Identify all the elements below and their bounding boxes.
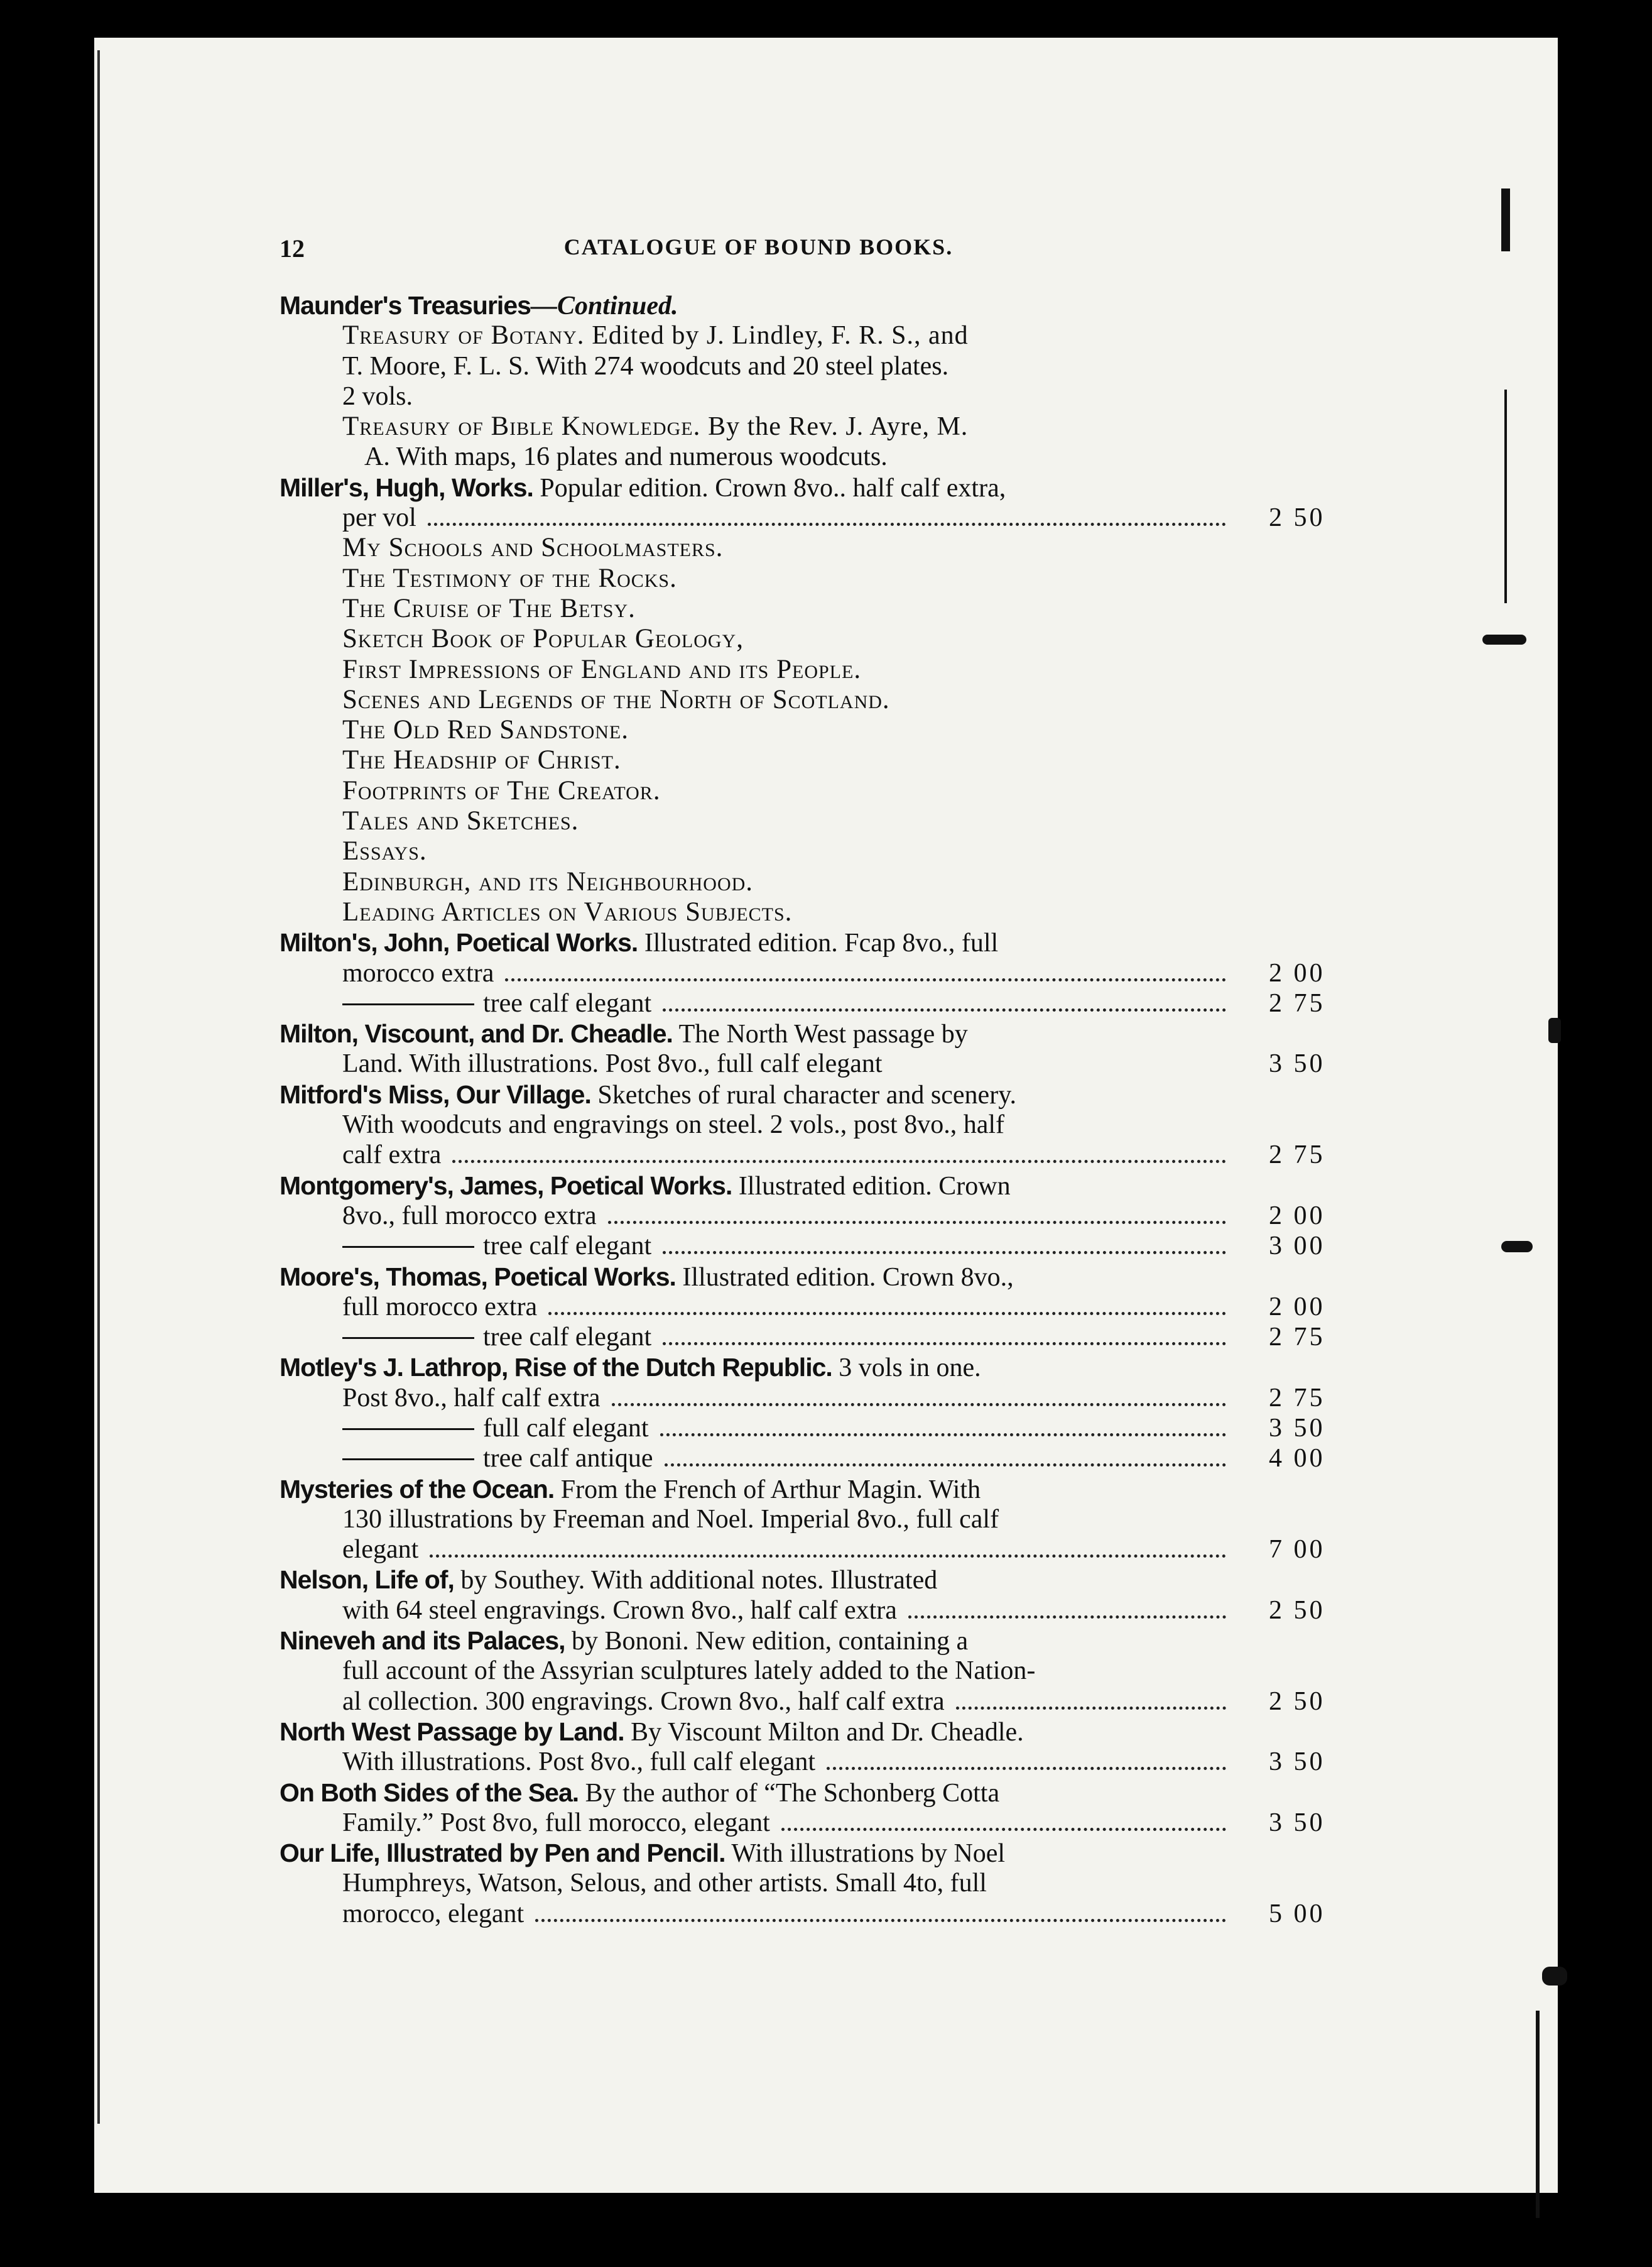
page-title: CATALOGUE OF BOUND BOOKS. [563, 234, 954, 259]
scan-artifact [1542, 1967, 1567, 1986]
entry-text: By the author of “The Schonberg Cotta [585, 1778, 1000, 1808]
ditto-rule [342, 1246, 474, 1248]
priced-line [280, 503, 1325, 533]
priced-line [280, 1292, 1325, 1322]
continued-label: —Continued. [530, 292, 678, 320]
entry-text: Land. With illustrations. Post 8vo., full calf elegant [342, 1049, 883, 1079]
entry-text: Sketches of rural character and scenery. [597, 1080, 1016, 1110]
price: 3 00 [1269, 1232, 1325, 1261]
book-title-line [280, 564, 1237, 594]
entry-text: 130 illustrations by Freeman and Noel. Imperial 8vo., full calf [342, 1504, 999, 1534]
priced-line [280, 1140, 1325, 1170]
entry-line [280, 381, 1237, 412]
book-title-line [280, 806, 1237, 836]
priced-line [280, 1383, 1325, 1413]
entry-name: On Both Sides of the Sea. [280, 1778, 579, 1807]
entry-text: With illustrations. Post 8vo., full calf elegant [342, 1747, 816, 1777]
catalogue-entry-heading [280, 1171, 1237, 1201]
book-title-line [280, 594, 1237, 624]
ditto-rule [342, 1428, 474, 1430]
catalogue-entry-heading [280, 1717, 1237, 1747]
catalogue-entry-heading [280, 1079, 1237, 1110]
entry-text: per vol [342, 503, 416, 533]
entry-name: Nelson, Life of, [280, 1565, 454, 1595]
entry-text: Edited by J. Lindley, F. R. S., and [592, 321, 969, 351]
entry-text: Illustrated edition. Fcap 8vo., full [644, 929, 999, 958]
priced-line [280, 958, 1325, 988]
entry-name: Mitford's Miss, Our Village. [280, 1079, 591, 1109]
book-title: The Old Red Sandstone. [342, 715, 629, 745]
book-title: Leading Articles on Various Subjects. [342, 897, 793, 927]
dot-leader [665, 1463, 1227, 1467]
entry-text: morocco extra [342, 958, 494, 988]
book-title-line [280, 745, 1237, 775]
dot-leader [827, 1766, 1226, 1770]
catalogue-entry-heading [280, 1778, 1237, 1808]
entry-text: A. With maps, 16 plates and numerous woodcuts. [364, 442, 888, 472]
entry-text: T. Moore, F. L. S. With 274 woodcuts and 20 steel plates. [342, 351, 949, 381]
book-title: Scenes and Legends of the North of Scotland. [342, 684, 890, 714]
entry-name: Mysteries of the Ocean. [280, 1474, 555, 1504]
entry-text: 3 vols in one. [839, 1353, 981, 1383]
price: 2 75 [1269, 988, 1325, 1018]
catalogue-entry-heading [280, 1474, 1237, 1504]
catalogue-entry-heading [280, 473, 1237, 503]
catalogue-entry-heading [280, 1019, 1237, 1049]
priced-line [280, 1231, 1325, 1261]
book-title: Essays. [342, 836, 427, 866]
priced-line [280, 988, 1325, 1019]
dot-leader [548, 1311, 1226, 1315]
dot-leader [660, 1433, 1226, 1436]
price: 2 50 [1269, 503, 1325, 533]
price: 2 75 [1269, 1323, 1325, 1352]
scan-artifact [1536, 2011, 1540, 2218]
entry-text: elegant [342, 1535, 419, 1565]
entry-text: full calf elegant [483, 1413, 649, 1443]
entry-line [280, 320, 1237, 351]
ditto-rule [342, 1003, 474, 1005]
book-title: Edinburgh, and its Neighbourhood. [342, 866, 754, 897]
catalogue-text [280, 290, 1325, 1929]
book-title-line [280, 624, 1237, 654]
catalogue-entry-heading [280, 1838, 1237, 1868]
book-title-line [280, 685, 1237, 715]
book-title-line [280, 776, 1237, 806]
book-title: Tales and Sketches. [342, 806, 579, 836]
entry-text: Post 8vo., half calf extra [342, 1383, 600, 1412]
price: 3 50 [1269, 1049, 1325, 1079]
entry-name: Motley's J. Lathrop, Rise of the Dutch Republic. [280, 1353, 832, 1382]
priced-line [280, 1322, 1325, 1352]
entry-text: Family.” Post 8vo, full morocco, elegant [342, 1808, 770, 1837]
entry-text: By the Rev. J. Ayre, M. [708, 412, 969, 442]
entry-text: Illustrated edition. Crown [738, 1171, 1011, 1201]
price: 2 00 [1269, 1292, 1325, 1321]
dot-leader [612, 1402, 1226, 1406]
book-title-line [280, 836, 1237, 866]
priced-line [280, 1443, 1325, 1473]
dot-leader [663, 1250, 1226, 1254]
entry-text: calf extra [342, 1140, 442, 1170]
price: 2 50 [1269, 1686, 1325, 1716]
entry-text: by Bononi. New edition, containing a [572, 1627, 969, 1656]
price: 4 00 [1269, 1444, 1325, 1473]
book-title: Treasury of Bible Knowledge. [342, 412, 701, 442]
entry-line [280, 442, 1237, 472]
book-title: The Headship of Christ. [342, 745, 621, 775]
scan-artifact [1501, 188, 1510, 251]
priced-line [280, 1595, 1325, 1625]
entry-text: full morocco extra [342, 1292, 538, 1321]
entry-name: Maunder's Treasuries [280, 291, 531, 320]
dot-leader [428, 522, 1226, 526]
entry-name: Nineveh and its Palaces, [280, 1626, 565, 1656]
entry-text: full account of the Assyrian sculptures lately added to the Nation- [342, 1656, 1036, 1686]
price: 2 00 [1269, 958, 1325, 988]
entry-text: with 64 steel engravings. Crown 8vo., half calf extra [342, 1595, 897, 1625]
priced-line [280, 1534, 1325, 1565]
ditto-rule [342, 1337, 474, 1339]
price: 3 50 [1269, 1413, 1325, 1443]
priced-line [280, 1686, 1325, 1717]
dot-leader [430, 1554, 1226, 1558]
entry-line [280, 412, 1237, 442]
entry-name: North West Passage by Land. [280, 1717, 624, 1746]
priced-line [280, 1201, 1325, 1231]
page-number: 12 [280, 234, 305, 263]
book-title: First Impressions of England and its People. [342, 654, 862, 684]
entry-text: Popular edition. Crown 8vo.. half calf extra, [540, 473, 1006, 503]
catalogue-entry-heading [280, 927, 1237, 958]
entry-text: tree calf elegant [483, 1323, 652, 1352]
running-head [280, 234, 1237, 271]
book-title-line [280, 897, 1237, 927]
entry-name: Milton, Viscount, and Dr. Cheadle. [280, 1019, 673, 1049]
dot-leader [908, 1615, 1226, 1619]
dot-leader [894, 1068, 1226, 1072]
scan-artifact [1482, 635, 1526, 645]
priced-line [280, 1049, 1325, 1079]
price: 5 00 [1269, 1899, 1325, 1928]
entry-text: The North West passage by [678, 1020, 968, 1049]
price: 3 50 [1269, 1808, 1325, 1837]
entry-line [280, 351, 1237, 381]
price: 2 50 [1269, 1595, 1325, 1625]
catalogue-entry-heading [280, 1565, 1237, 1595]
dot-leader [608, 1220, 1226, 1224]
dot-leader [663, 1341, 1226, 1345]
binding-edge-rule [97, 50, 100, 2124]
ditto-rule [342, 1458, 474, 1460]
entry-text: by Southey. With additional notes. Illustrated [460, 1566, 938, 1595]
priced-line [280, 1899, 1325, 1929]
dot-leader [505, 978, 1226, 981]
entry-text: 8vo., full morocco extra [342, 1201, 597, 1230]
entry-name: Milton's, John, Poetical Works. [280, 928, 638, 958]
catalogue-entry-heading [280, 1262, 1237, 1292]
entry-line [280, 1504, 1237, 1534]
book-title: The Testimony of the Rocks. [342, 563, 677, 593]
price: 7 00 [1269, 1535, 1325, 1565]
dot-leader [956, 1706, 1226, 1710]
scan-artifact [1548, 1018, 1561, 1043]
price: 3 50 [1269, 1747, 1325, 1777]
entry-text: With illustrations by Noel [731, 1839, 1006, 1869]
book-title-line [280, 655, 1237, 685]
entry-text: Humphreys, Watson, Selous, and other artists. Small 4to, full [342, 1869, 987, 1898]
entry-text: From the French of Arthur Magin. With [560, 1475, 981, 1504]
entry-line [280, 1110, 1237, 1140]
book-title-line [280, 533, 1237, 563]
scan-artifact [1504, 390, 1507, 603]
entry-name: Montgomery's, James, Poetical Works. [280, 1171, 732, 1200]
price: 2 75 [1269, 1383, 1325, 1412]
entry-line [280, 1656, 1237, 1686]
entry-text: tree calf elegant [483, 988, 652, 1018]
entry-text: With woodcuts and engravings on steel. 2 vols., post 8vo., half [342, 1110, 1004, 1140]
entry-text: tree calf elegant [483, 1232, 652, 1261]
entry-text: morocco, elegant [342, 1899, 524, 1928]
book-title: Sketch Book of Popular Geology, [342, 624, 744, 654]
priced-line [280, 1413, 1325, 1443]
dot-leader [452, 1159, 1226, 1163]
book-title-line [280, 715, 1237, 745]
dot-leader [663, 1008, 1226, 1012]
dot-leader [535, 1918, 1226, 1922]
book-title: My Schools and Schoolmasters. [342, 533, 724, 563]
entry-name: Our Life, Illustrated by Pen and Pencil. [280, 1838, 725, 1868]
book-title: The Cruise of The Betsy. [342, 593, 636, 623]
priced-line [280, 1808, 1325, 1838]
entry-name: Miller's, Hugh, Works. [280, 473, 533, 502]
price: 2 75 [1269, 1140, 1325, 1170]
priced-line [280, 1747, 1325, 1777]
catalogue-entry-heading [280, 1352, 1237, 1382]
catalogue-entry-heading [280, 290, 1237, 320]
entry-text: tree calf antique [483, 1444, 653, 1473]
book-title: Footprints of The Creator. [342, 775, 661, 806]
scan-artifact [1501, 1241, 1533, 1252]
entry-text: 2 vols. [342, 381, 413, 411]
entry-text: Illustrated edition. Crown 8vo., [682, 1262, 1014, 1292]
price: 2 00 [1269, 1201, 1325, 1230]
entry-text: By Viscount Milton and Dr. Cheadle. [631, 1717, 1024, 1747]
entry-name: Moore's, Thomas, Poetical Works. [280, 1262, 676, 1291]
entry-text: al collection. 300 engravings. Crown 8vo., half calf extra [342, 1686, 945, 1716]
book-title-line [280, 867, 1237, 897]
catalogue-entry-heading [280, 1625, 1237, 1656]
book-title: Treasury of Botany. [342, 320, 585, 351]
dot-leader [781, 1827, 1226, 1831]
entry-line [280, 1868, 1237, 1898]
